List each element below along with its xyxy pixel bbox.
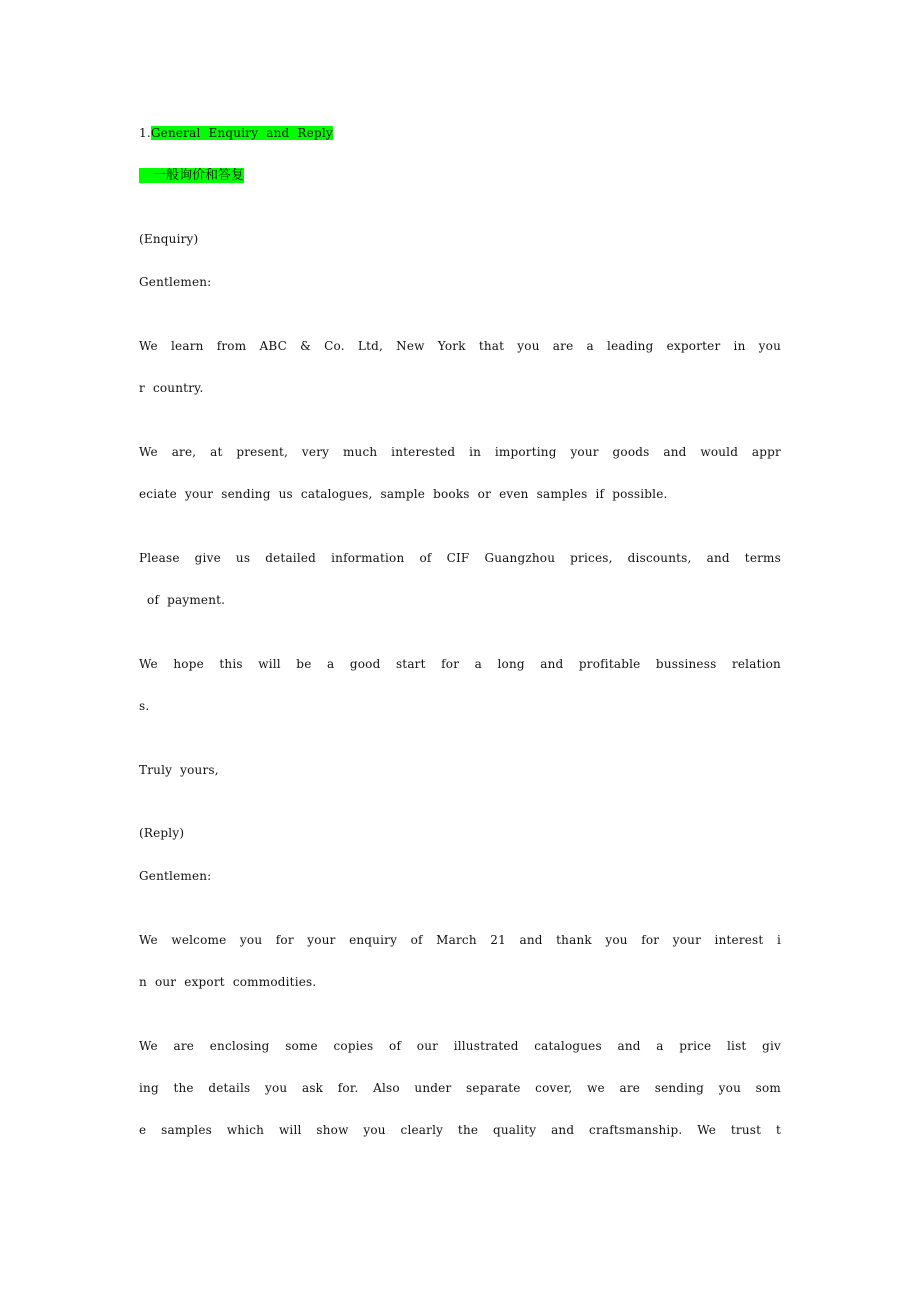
enquiry-line: We are, at present, very much interested in importing your goods and would appr (139, 445, 781, 459)
enquiry-salutation: Gentlemen: (139, 275, 212, 289)
heading-number: 1. (139, 126, 151, 140)
heading-chinese-highlight (139, 168, 244, 183)
enquiry-line: of payment. (139, 593, 226, 607)
enquiry-line: We hope this will be a good start for a long and profitable bussiness relation (139, 657, 781, 671)
enquiry-closing: Truly yours, (139, 763, 219, 777)
reply-line: We are enclosing some copies of our illustrated catalogues and a price list giv (139, 1039, 781, 1053)
reply-label: (Reply) (139, 826, 185, 840)
enquiry-line: We learn from ABC & Co. Ltd, New York that you are a leading exporter in you (139, 339, 781, 353)
reply-line: e samples which will show you clearly the quality and craftsmanship. We trust t (139, 1123, 781, 1137)
reply-line: ing the details you ask for. Also under separate cover, we are sending you som (139, 1081, 781, 1095)
reply-line: n our export commodities. (139, 975, 317, 989)
enquiry-line: r country. (139, 381, 204, 395)
section-heading (139, 125, 781, 141)
enquiry-line: eciate your sending us catalogues, sample books or even samples if possible. (139, 487, 668, 501)
heading-chinese-text: 一般询价和答复 (153, 168, 245, 183)
heading-text: General Enquiry and Reply (150, 126, 333, 140)
enquiry-label: (Enquiry) (139, 232, 199, 246)
enquiry-line: Please give us detailed information of CIF Guangzhou prices, discounts, and terms (139, 551, 781, 565)
reply-salutation: Gentlemen: (139, 869, 212, 883)
reply-line: We welcome you for your enquiry of March 21 and thank you for your interest i (139, 933, 781, 947)
enquiry-line: s. (139, 699, 150, 713)
section-heading-chinese (139, 167, 781, 184)
